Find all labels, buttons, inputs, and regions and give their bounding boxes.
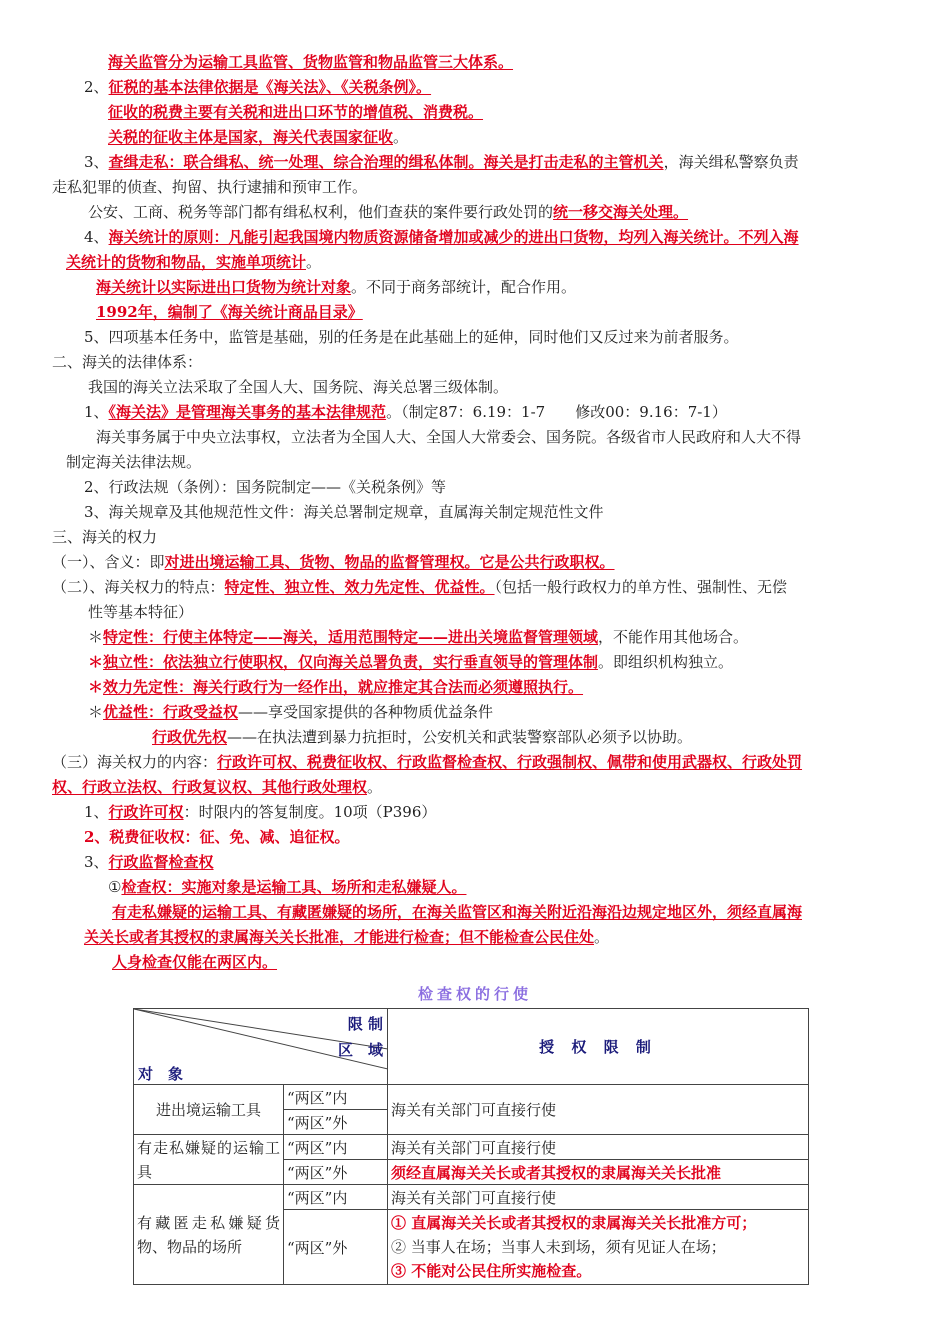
line-4: 关税的征收主体是国家，海关代表国家征收。 [108, 128, 409, 146]
auth-item-3: ③ 不能对公民住所实施检查。 [391, 1262, 592, 1280]
table-row [134, 1185, 809, 1210]
line-12: 5、四项基本任务中，监管是基础，别的任务是在此基础上的延伸，同时他们又反过来为前者服务。 [84, 328, 739, 346]
row2-inside-auth: 海关有关部门可直接行使 [388, 1135, 809, 1160]
row2-object: 有走私嫌疑的运输工具 [134, 1135, 284, 1185]
auth-item-2: ② 当事人在场；当事人未到场，须有见证人在场； [391, 1238, 726, 1256]
line-29: （三）海关权力的内容：行政许可权、税费征收权、行政监督检查权、行政强制权、佩带和使用武器权、行政处罚 [52, 753, 803, 771]
line-30: 权、行政立法权、行政复议权、其他行政处理权。 [52, 778, 383, 796]
table-row [134, 1135, 809, 1160]
document-body [52, 50, 898, 975]
diagonal-header-cell [134, 1009, 388, 1085]
line-19: 3、海关规章及其他规范性文件：海关总署制定规章，直属海关制定规范性文件 [84, 503, 604, 521]
line-37: 人身检查仅能在两区内。 [112, 953, 278, 971]
inspection-table [133, 1008, 809, 1285]
row2-inside: “两区”内 [284, 1135, 388, 1160]
row1-auth: 海关有关部门可直接行使 [388, 1085, 809, 1135]
line-18: 2、行政法规（条例）：国务院制定——《关税条例》等 [84, 478, 447, 496]
line-17: 制定海关法律法规。 [66, 453, 202, 471]
line-22: （二）、海关权力的特点：特定性、独立性、效力先定性、优益性。（包括一般行政权力的单方性、强制性、无偿 [52, 578, 788, 596]
line-36: 关关长或者其授权的隶属海关关长批准，才能进行检查；但不能检查公民住处。 [84, 928, 610, 946]
line-6: 走私犯罪的侦查、拘留、执行逮捕和预审工作。 [52, 178, 368, 196]
line-23: 性等基本特征） [88, 603, 194, 621]
row3-outside: “两区”外 [284, 1210, 388, 1285]
line-31: 1、行政许可权：时限内的答复制度。10项（P396） [84, 803, 437, 821]
row3-object: 有藏匿走私嫌疑货物、物品的场所 [134, 1185, 284, 1285]
header-area-label: 区 域 [337, 1041, 383, 1059]
line-3: 征收的税费主要有关税和进出口环节的增值税、消费税。 [108, 103, 484, 121]
line-35: 有走私嫌疑的运输工具、有藏匿嫌疑的场所，在海关监管区和海关附近沿海沿边规定地区外，须经直属海 [112, 903, 803, 921]
line-16: 海关事务属于中央立法事权，立法者为全国人大、全国人大常委会、国务院。各级省市人民政府和人大不得 [96, 428, 802, 446]
line-21: （一）、含义：即对进出境运输工具、货物、物品的监督管理权。它是公共行政职权。 [52, 553, 615, 571]
header-object-label: 对 象 [138, 1065, 184, 1083]
line-24: ＊特定性：行使主体特定——海关，适用范围特定——进出关境监督管理领域，不能作用其他场合。 [88, 628, 749, 646]
auth-item-1: ① 直属海关关长或者其授权的隶属海关关长批准方可； [391, 1214, 757, 1232]
row1-object: 进出境运输工具 [134, 1085, 284, 1135]
row2-outside: “两区”外 [284, 1160, 388, 1185]
line-14: 我国的海关立法采取了全国人大、国务院、海关总署三级体制。 [88, 378, 509, 396]
row1-outside: “两区”外 [284, 1110, 388, 1135]
table-caption: 检查权的行使 [417, 985, 532, 1003]
row2-outside-auth: 须经直属海关关长或者其授权的隶属海关关长批准 [388, 1160, 809, 1185]
header-authority-cell: 授 权 限 制 [388, 1009, 809, 1085]
line-27: ＊优益性：行政受益权——享受国家提供的各种物质优益条件 [88, 703, 494, 721]
line-26: ＊效力先定性：海关行政行为一经作出，就应推定其合法而必须遵照执行。 [88, 678, 584, 696]
line-7: 公安、工商、税务等部门都有缉私权利，他们查获的案件要行政处罚的统一移交海关处理。 [88, 203, 689, 221]
line-20: 三、海关的权力 [52, 528, 158, 546]
line-15: 1、《海关法》是管理海关事务的基本法律规范。（制定87：6.19：1-7 修改00：9.16：7-1） [84, 403, 727, 421]
line-32: 2、税费征收权：征、免、减、追征权。 [84, 828, 350, 846]
row1-inside: “两区”内 [284, 1085, 388, 1110]
line-10: 海关统计以实际进出口货物为统计对象。不同于商务部统计，配合作用。 [96, 278, 577, 296]
table-row [134, 1085, 809, 1110]
line-33: 3、行政监督检查权 [84, 853, 214, 871]
line-1: 海关监管分为运输工具监管、货物监管和物品监管三大体系。 [108, 53, 514, 71]
line-5: 3、查缉走私：联合缉私、统一处理、综合治理的缉私体制。海关是打击走私的主管机关，海关缉私警察负责 [84, 153, 799, 171]
row3-outside-auth [388, 1210, 809, 1285]
line-25: ＊独立性：依法独立行使职权，仅向海关总署负责，实行垂直领导的管理体制。即组织机构独立。 [88, 653, 734, 671]
line-11: 1992年，编制了《海关统计商品目录》 [96, 303, 363, 321]
row3-inside-auth: 海关有关部门可直接行使 [388, 1185, 809, 1210]
line-9: 关统计的货物和物品，实施单项统计。 [66, 253, 322, 271]
line-8: 4、海关统计的原则：凡能引起我国境内物质资源储备增加或减少的进出口货物，均列入海关统计。不列入海 [84, 228, 799, 246]
line-13: 二、海关的法律体系： [52, 353, 203, 371]
line-2: 2、征税的基本法律依据是《海关法》、《关税条例》。 [84, 78, 432, 96]
line-28: 行政优先权——在执法遭到暴力抗拒时，公安机关和武装警察部队必须予以协助。 [152, 728, 693, 746]
row3-inside: “两区”内 [284, 1185, 388, 1210]
table-header-row [134, 1009, 809, 1085]
line-34: ①检查权：实施对象是运输工具、场所和走私嫌疑人。 [108, 878, 467, 896]
header-limit-label: 限 制 [347, 1015, 383, 1033]
